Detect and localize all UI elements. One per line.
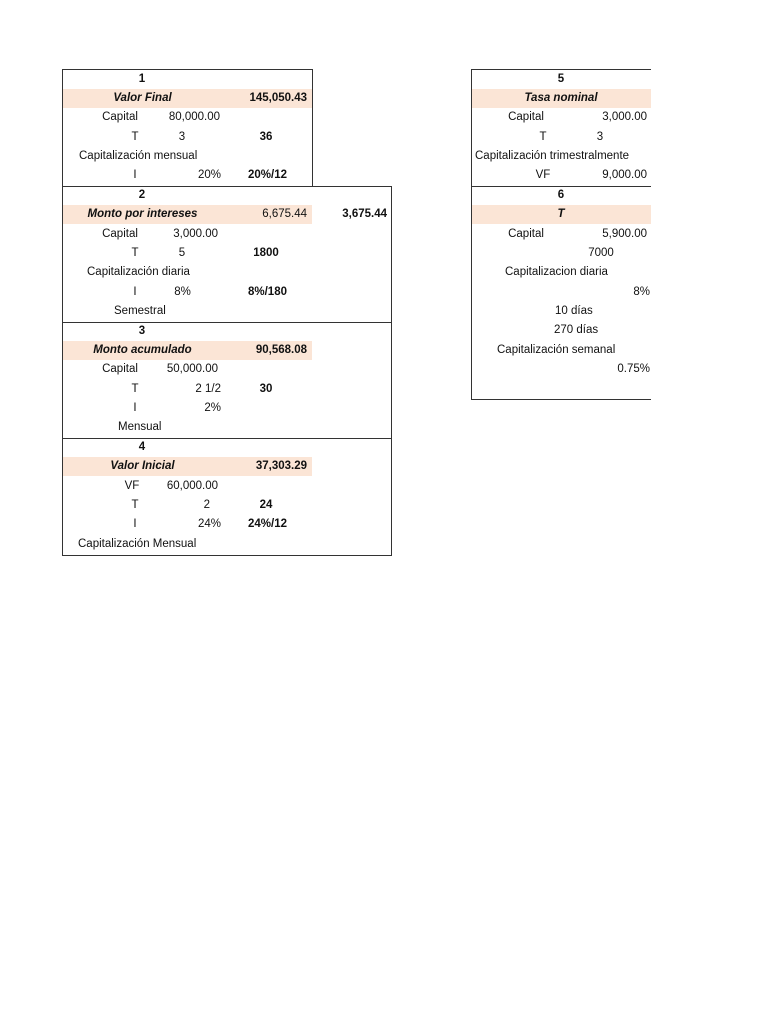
row-label: VF [535, 169, 551, 181]
row-value: 24% [197, 518, 221, 530]
problem-title: Monto por intereses [87, 208, 198, 220]
row-extra: 1800 [253, 247, 279, 259]
problem-number: 5 [557, 73, 565, 85]
problem-title: Valor Final [113, 92, 172, 104]
problem-title: Tasa nominal [524, 92, 598, 104]
row-label: Semestral [114, 305, 166, 317]
problem-result: 37,303.29 [255, 460, 307, 472]
row-value: 3 [596, 131, 604, 143]
row-value: 2 [203, 499, 210, 511]
row-label: I [133, 402, 137, 414]
row-label: T [131, 247, 139, 259]
row-value: 3,000.00 [602, 111, 647, 123]
problem-number: 1 [138, 73, 146, 85]
row-label: T [131, 499, 139, 511]
row-label: T [539, 131, 547, 143]
row-value: 0.75% [617, 363, 650, 375]
row-value: 50,000.00 [166, 363, 218, 375]
row-label: Capital [508, 228, 544, 240]
row-label: Capital [102, 363, 138, 375]
row-label: Capitalización semanal [497, 344, 616, 356]
row-label: Capitalización diaria [87, 266, 190, 278]
row-label: T [131, 131, 139, 143]
row-extra: 20%/12 [247, 169, 287, 181]
row-value: 8% [174, 286, 191, 298]
problem-number: 4 [138, 441, 146, 453]
row-label: 270 días [554, 324, 599, 336]
row-extra: 36 [259, 131, 273, 143]
row-label: Capitalización Mensual [78, 538, 197, 550]
problem-number: 3 [138, 325, 146, 337]
row-value: 3,000.00 [173, 228, 218, 240]
problem-number: 6 [557, 189, 565, 201]
row-value: 8% [633, 286, 650, 298]
row-value: 5,900.00 [602, 228, 647, 240]
row-value: 80,000.00 [168, 111, 220, 123]
row-label: Capitalización mensual [79, 150, 198, 162]
row-label: Capitalización trimestralmente [475, 150, 630, 162]
row-value: 2 1/2 [195, 383, 221, 395]
problem-title: Monto acumulado [93, 344, 192, 356]
row-label: Capital [102, 111, 138, 123]
problem-result: 90,568.08 [255, 344, 307, 356]
row-label: 10 días [555, 305, 593, 317]
problem-result: 6,675.44 [262, 208, 307, 220]
problem-title: T [557, 208, 565, 220]
row-value: 20% [197, 169, 221, 181]
row-value: 7000 [588, 247, 614, 259]
row-label: Capital [102, 228, 138, 240]
row-label: I [133, 518, 137, 530]
problem-result-2: 3,675.44 [342, 208, 387, 220]
row-value: 60,000.00 [166, 480, 218, 492]
row-label: Capitalizacion diaria [505, 266, 608, 278]
row-value: 9,000.00 [602, 169, 647, 181]
problem-3-box [62, 322, 392, 439]
row-extra: 24 [259, 499, 273, 511]
row-label: Mensual [118, 421, 162, 433]
row-label: VF [124, 480, 140, 492]
row-value: 5 [178, 247, 186, 259]
row-label: T [131, 383, 139, 395]
problem-result: 145,050.43 [249, 92, 307, 104]
row-extra: 8%/180 [247, 286, 287, 298]
row-label: I [133, 169, 137, 181]
row-label: I [133, 286, 137, 298]
row-value: 2% [204, 402, 221, 414]
row-extra: 24%/12 [247, 518, 287, 530]
problem-title: Valor Inicial [110, 460, 175, 472]
row-label: Capital [508, 111, 544, 123]
row-value: 3 [178, 131, 186, 143]
problem-number: 2 [138, 189, 146, 201]
row-extra: 30 [259, 383, 273, 395]
right-column [470, 68, 651, 402]
